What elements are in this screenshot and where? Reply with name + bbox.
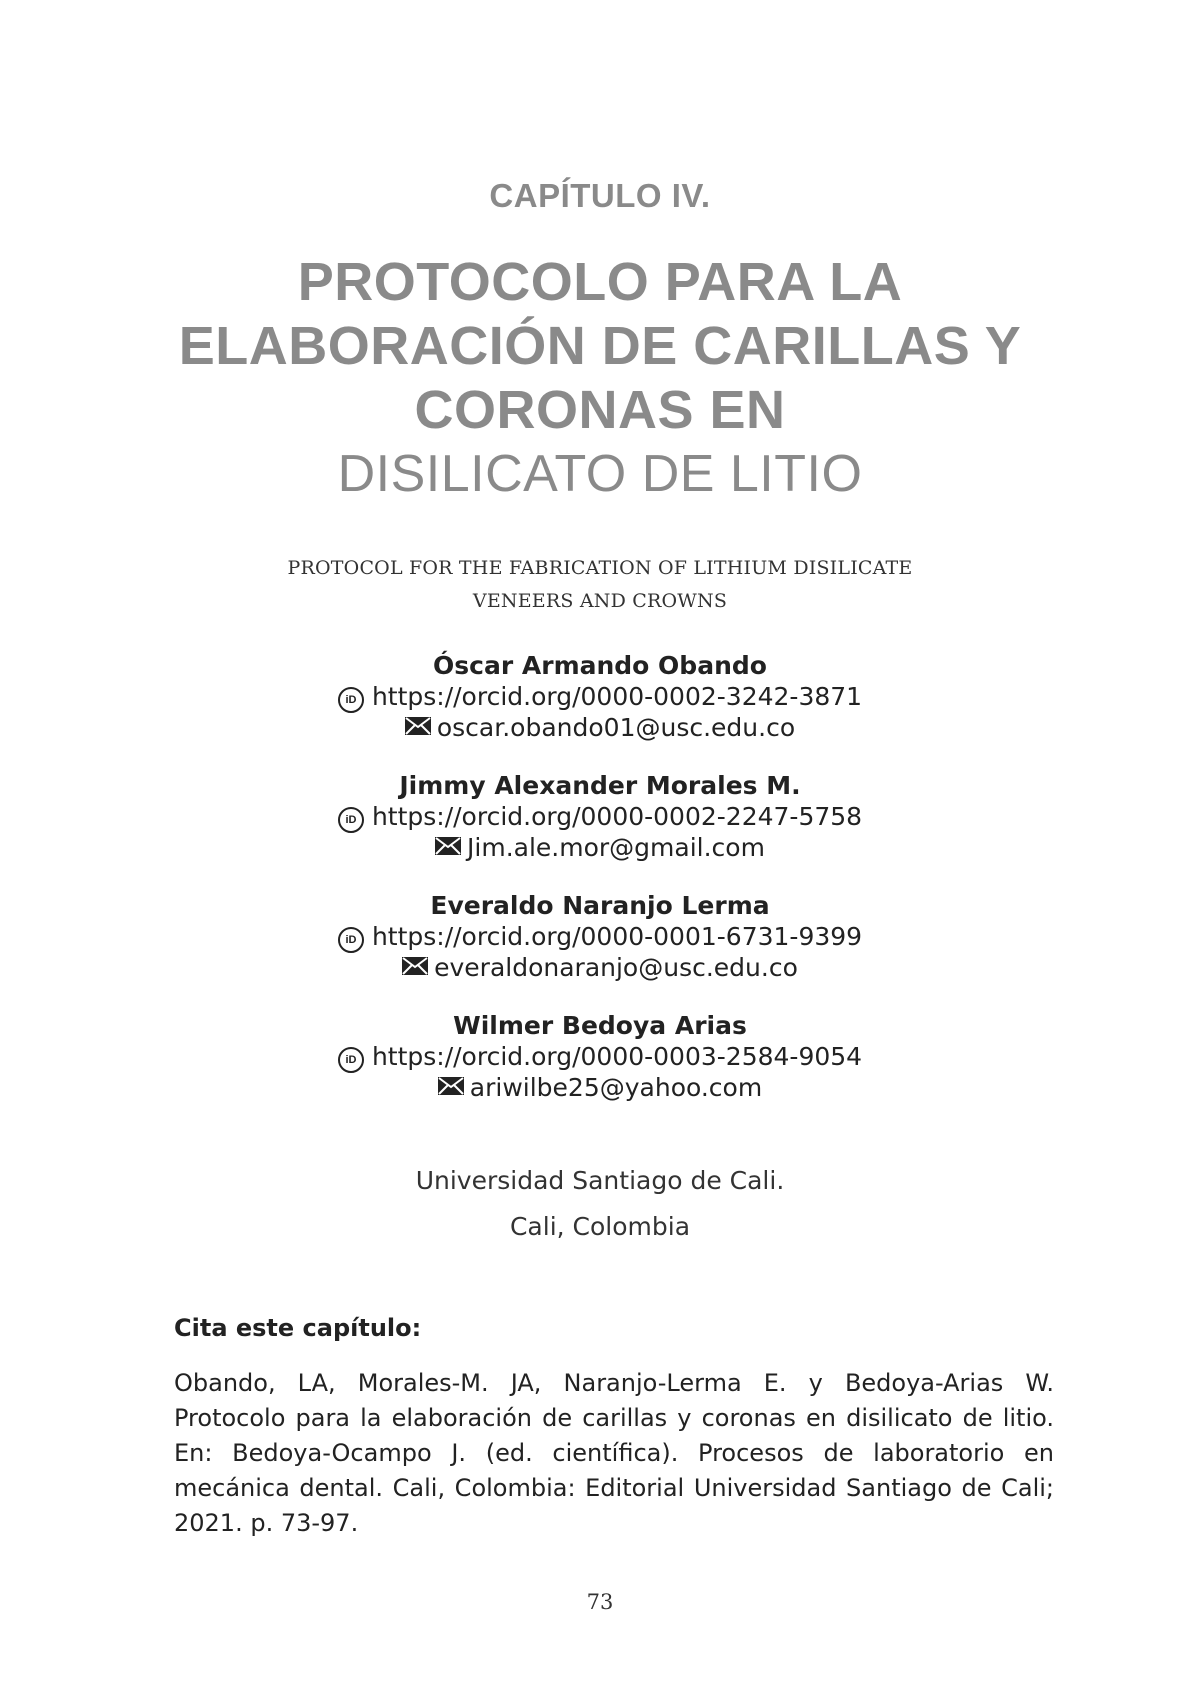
author-email-line [0, 713, 1200, 743]
chapter-title-line-4: DISILICATO DE LITIO [337, 445, 863, 503]
affiliation [0, 1158, 1200, 1250]
author-email-link[interactable]: oscar.obando01@usc.edu.co [436, 713, 796, 742]
citation-text: Obando, LA, Morales-M. JA, Naranjo-Lerma E. y Bedoya-Arias W. Protocolo para la elaboración de carillas y coronas en disilicato de litio. En: Bedoya-Ocampo J. (ed. científica). Procesos de laboratorio en mecánica dental. Cali, Colombia: Editorial Universidad Santiago de Cali; 2021. p. 73-97. [174, 1369, 1054, 1537]
author-orcid-link[interactable]: https://orcid.org/0000-0003-2584-9054 [371, 1042, 863, 1071]
author-list [0, 650, 1200, 1130]
english-subtitle [0, 552, 1200, 618]
author-name: Óscar Armando Obando [433, 651, 767, 680]
author-name: Wilmer Bedoya Arias [453, 1011, 747, 1040]
page-number: 73 [586, 1590, 614, 1614]
author-email-line [0, 953, 1200, 983]
envelope-icon [405, 717, 431, 735]
orcid-icon: iD [338, 927, 364, 953]
chapter-label: CAPÍTULO IV. [489, 177, 711, 214]
author-block [0, 770, 1200, 890]
author-orcid-line [0, 802, 1200, 833]
author-orcid-link[interactable]: https://orcid.org/0000-0002-3242-3871 [371, 682, 863, 711]
envelope-icon [438, 1077, 464, 1095]
author-email-link[interactable]: ariwilbe25@yahoo.com [469, 1073, 763, 1102]
author-name: Everaldo Naranjo Lerma [430, 891, 770, 920]
english-subtitle-line-2: VENEERS AND CROWNS [472, 590, 728, 612]
author-block [0, 890, 1200, 1010]
orcid-icon: iD [338, 687, 364, 713]
author-email-link[interactable]: everaldonaranjo@usc.edu.co [434, 953, 798, 982]
author-block [0, 1010, 1200, 1130]
affiliation-institution: Universidad Santiago de Cali. [415, 1166, 785, 1195]
author-email-link[interactable]: Jim.ale.mor@gmail.com [467, 833, 765, 862]
author-orcid-link[interactable]: https://orcid.org/0000-0002-2247-5758 [371, 802, 863, 831]
chapter-title-line-1: PROTOCOLO PARA LA [297, 252, 903, 312]
affiliation-location: Cali, Colombia [509, 1212, 691, 1241]
author-name: Jimmy Alexander Morales M. [399, 771, 801, 800]
author-orcid-line [0, 922, 1200, 953]
citation-heading: Cita este capítulo: [174, 1314, 422, 1342]
author-orcid-link[interactable]: https://orcid.org/0000-0001-6731-9399 [371, 922, 863, 951]
chapter-title-line-2: ELABORACIÓN DE CARILLAS Y [178, 316, 1022, 376]
author-block [0, 650, 1200, 770]
author-email-line [0, 833, 1200, 863]
author-orcid-line [0, 682, 1200, 713]
orcid-icon: iD [338, 807, 364, 833]
author-orcid-line [0, 1042, 1200, 1073]
chapter-title [0, 250, 1200, 506]
envelope-icon [402, 957, 428, 975]
chapter-title-line-3: CORONAS EN [414, 380, 786, 440]
envelope-icon [435, 837, 461, 855]
orcid-icon: iD [338, 1047, 364, 1073]
english-subtitle-line-1: PROTOCOL FOR THE FABRICATION OF LITHIUM DISILICATE [287, 557, 913, 579]
author-email-line [0, 1073, 1200, 1103]
